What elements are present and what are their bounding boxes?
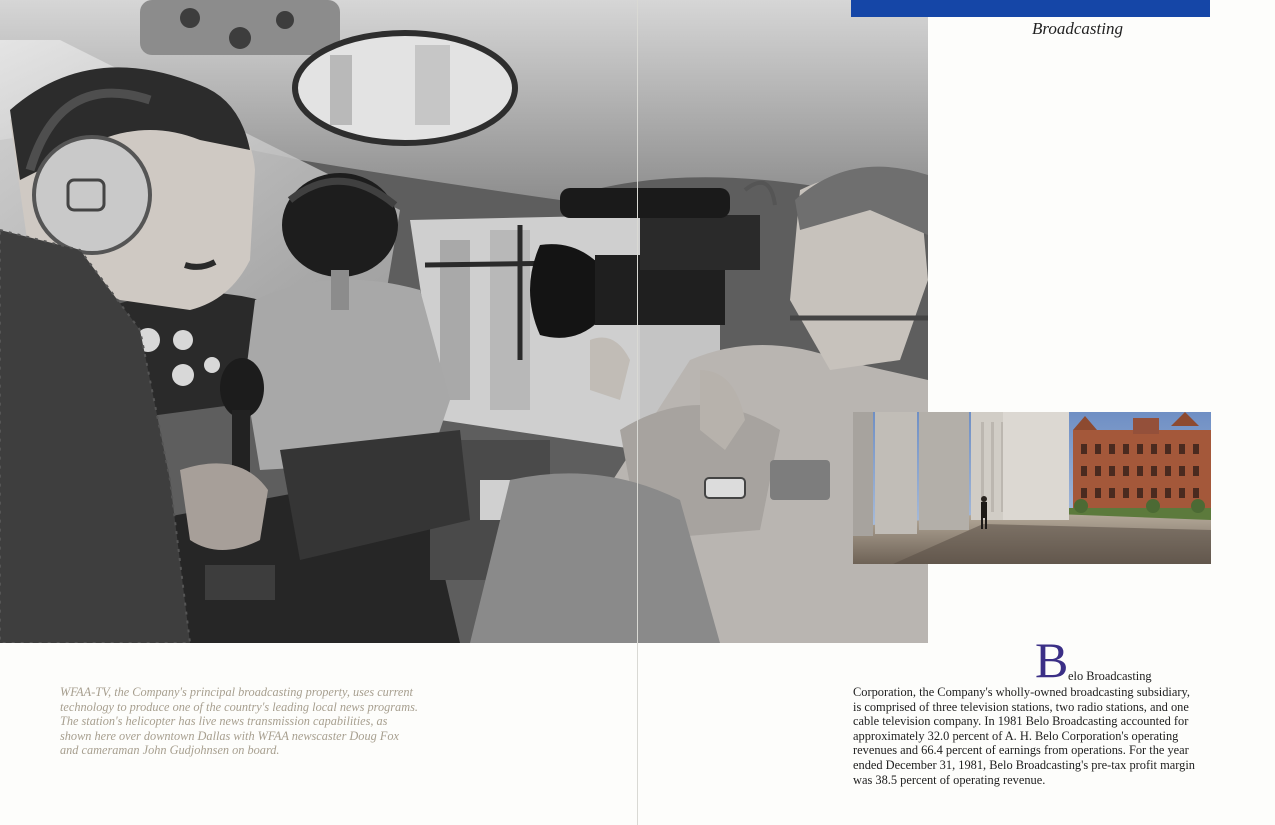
body-line: is comprised of three television stations, two radio stations, and one bbox=[853, 699, 1189, 714]
first-line-text: elo Broadcasting bbox=[1068, 669, 1152, 683]
section-title: Broadcasting bbox=[1032, 19, 1123, 38]
body-line: was 38.5 percent of operating revenue. bbox=[853, 772, 1046, 787]
caption-line: technology to produce one of the country's leading local news programs. bbox=[60, 699, 418, 714]
plaza-courthouse-illustration bbox=[853, 412, 1211, 564]
plaza-courthouse-photo bbox=[853, 412, 1211, 564]
first-line bbox=[853, 632, 1215, 688]
body-line: Corporation, the Company's wholly-owned broadcasting subsidiary, bbox=[853, 685, 1190, 699]
body-paragraph bbox=[853, 632, 1215, 787]
body-line: revenues and 66.4 percent of earnings from operations. For the year bbox=[853, 743, 1189, 758]
caption-line: WFAA-TV, the Company's principal broadcasting property, uses current bbox=[60, 685, 413, 699]
section-color-bar bbox=[851, 0, 1210, 17]
caption-line: The station's helicopter has live news transmission capabilities, as bbox=[60, 714, 388, 728]
page-gutter bbox=[637, 0, 638, 825]
caption-line: and cameraman John Gudjohnsen on board. bbox=[60, 743, 280, 757]
body-line: approximately 32.0 percent of A. H. Belo Corporation's operating bbox=[853, 728, 1179, 743]
caption-line: shown here over downtown Dallas with WFAA newscaster Doug Fox bbox=[60, 728, 399, 743]
photo-caption bbox=[60, 685, 440, 758]
body-line: ended December 31, 1981, Belo Broadcasting's pre-tax profit margin bbox=[853, 757, 1195, 772]
body-line: cable television company. In 1981 Belo Broadcasting accounted for bbox=[853, 714, 1189, 729]
drop-cap: B bbox=[1035, 632, 1069, 688]
